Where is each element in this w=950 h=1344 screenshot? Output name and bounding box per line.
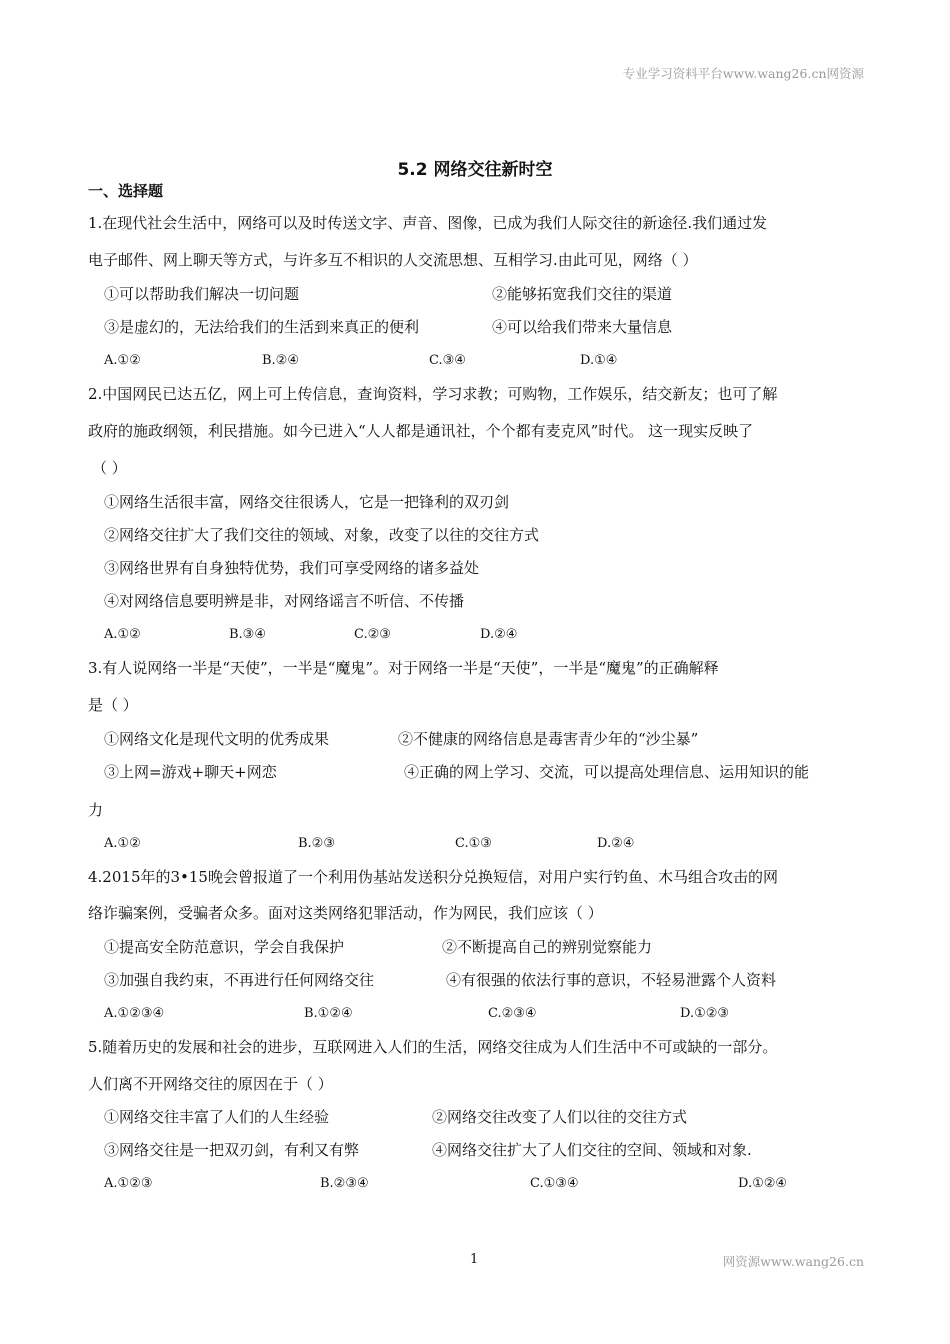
- question-4-statement-1: ①提高安全防范意识，学会自我保护: [104, 938, 345, 956]
- question-3-option-d: D.②④: [597, 836, 635, 851]
- header-source: 专业学习资料平台www.wang26.cn网资源: [622, 66, 864, 81]
- question-2-option-c: C.②③: [354, 627, 391, 642]
- question-4-statement-3: ③加强自我约束，不再进行任何网络交往: [104, 971, 375, 989]
- question-1-line-2: 电子邮件、网上聊天等方式，与许多互不相识的人交流思想、互相学习.由此可见，网络（ ）: [88, 251, 698, 269]
- question-2-option-d: D.②④: [480, 627, 518, 642]
- question-2-line-1: 2.中国网民已达五亿，网上可上传信息，查询资料，学习求教；可购物，工作娱乐，结交新友；也可了解: [88, 385, 778, 403]
- question-3-statement-1: ①网络文化是现代文明的优秀成果: [104, 730, 330, 748]
- question-2-line-3: （ ）: [92, 459, 127, 477]
- question-4-option-b: B.①②④: [304, 1006, 353, 1021]
- question-3-statement-2: ②不健康的网络信息是毒害青少年的“沙尘暴”: [398, 730, 699, 748]
- question-4-option-a: A.①②③④: [104, 1006, 165, 1021]
- question-5-statement-2: ②网络交往改变了人们以往的交往方式: [432, 1108, 688, 1126]
- question-5-option-b: B.②③④: [320, 1176, 369, 1191]
- question-1-option-c: C.③④: [429, 353, 466, 368]
- question-1-statement-1: ①可以帮助我们解决一切问题: [104, 285, 300, 303]
- question-2-statement-2: ②网络交往扩大了我们交往的领域、对象，改变了以往的交往方式: [104, 526, 540, 544]
- question-2-statement-4: ④对网络信息要明辨是非，对网络谣言不听信、不传播: [104, 592, 465, 610]
- question-5-line-2: 人们离不开网络交往的原因在于（ ）: [88, 1075, 333, 1093]
- question-5-statement-1: ①网络交往丰富了人们的人生经验: [104, 1108, 330, 1126]
- question-5-option-c: C.①③④: [530, 1176, 579, 1191]
- question-2-option-b: B.③④: [229, 627, 266, 642]
- question-4-line-2: 络诈骗案例，受骗者众多。面对这类网络犯罪活动，作为网民，我们应该（ ）: [88, 904, 603, 922]
- question-2-option-a: A.①②: [104, 627, 141, 642]
- question-1-statement-3: ③是虚幻的，无法给我们的生活到来真正的便利: [104, 318, 420, 336]
- question-2-statement-1: ①网络生活很丰富，网络交往很诱人，它是一把锋利的双刃剑: [104, 493, 510, 511]
- question-1-line-1: 1.在现代社会生活中，网络可以及时传送文字、声音、图像，已成为我们人际交往的新途径.我们通过发: [88, 214, 768, 232]
- question-5-statement-4: ④网络交往扩大了人们交往的空间、领域和对象.: [432, 1141, 752, 1159]
- question-1-statement-4: ④可以给我们带来大量信息: [492, 318, 673, 336]
- question-3-line-2: 是（ ）: [88, 696, 138, 714]
- question-3-option-a: A.①②: [104, 836, 141, 851]
- question-1-statement-2: ②能够拓宽我们交往的渠道: [492, 285, 673, 303]
- question-4-statement-2: ②不断提高自己的辨别觉察能力: [442, 938, 653, 956]
- question-2-line-2: 政府的施政纲领，利民措施。如今已进入“人人都是通讯社，个个都有麦克风”时代。 这一现实反映了: [88, 422, 754, 440]
- question-3-statement-4-cont: 力: [88, 801, 104, 819]
- question-4-option-c: C.②③④: [488, 1006, 537, 1021]
- question-4-option-d: D.①②③: [680, 1006, 730, 1021]
- document-title: 5.2 网络交往新时空: [397, 160, 553, 180]
- section-heading: 一、选择题: [88, 182, 164, 200]
- question-4-line-1: 4.2015年的3•15晚会曾报道了一个利用伪基站发送积分兑换短信，对用户实行钓鱼、木马组合攻击的网: [88, 868, 778, 886]
- question-5-statement-3: ③网络交往是一把双刃剑，有利又有弊: [104, 1141, 360, 1159]
- question-3-option-b: B.②③: [298, 836, 335, 851]
- question-1-option-a: A.①②: [104, 353, 141, 368]
- question-5-line-1: 5.随着历史的发展和社会的进步，互联网进入人们的生活，网络交往成为人们生活中不可或缺的一部分。: [88, 1038, 778, 1056]
- question-3-option-c: C.①③: [455, 836, 492, 851]
- question-1-option-d: D.①④: [580, 353, 618, 368]
- question-3-statement-4: ④正确的网上学习、交流，可以提高处理信息、运用知识的能: [404, 763, 810, 781]
- question-5-option-a: A.①②③: [104, 1176, 153, 1191]
- question-4-statement-4: ④有很强的依法行事的意识，不轻易泄露个人资料: [446, 971, 777, 989]
- question-2-statement-3: ③网络世界有自身独特优势，我们可享受网络的诸多益处: [104, 559, 480, 577]
- question-1-option-b: B.②④: [262, 353, 299, 368]
- question-3-statement-3: ③上网=游戏+聊天+网恋: [104, 763, 277, 781]
- question-3-line-1: 3.有人说网络一半是“天使”，一半是“魔鬼”。对于网络一半是“天使”，一半是“魔鬼”的正确解释: [88, 659, 719, 677]
- question-5-option-d: D.①②④: [738, 1176, 788, 1191]
- page-number: 1: [470, 1252, 479, 1267]
- footer-source: 网资源www.wang26.cn: [722, 1254, 864, 1269]
